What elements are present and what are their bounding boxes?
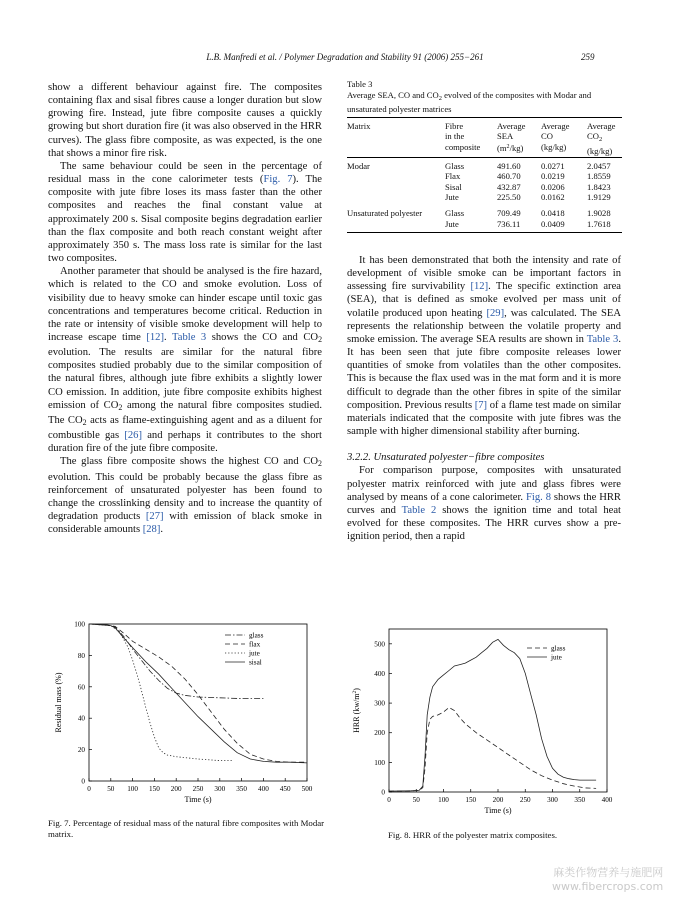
y-tick-label: 200	[374, 729, 385, 738]
figure-7-caption: Fig. 7. Percentage of residual mass of the natural fibre composites with Modar matrix.	[48, 818, 325, 839]
table-cell-co2: 1.9129	[587, 192, 611, 203]
text: show a different behaviour against fire. The composites containing flax and sisal fibres cause a longer duration but slow growing fire. Instead, jute fibre composite causes a quickly growing but short duration fire (it was also observed in the HRR curves). The glass fibre composite, as was expected, is the one that shows a minor fire risk.	[48, 82, 322, 159]
text: (kg/kg)	[587, 145, 613, 156]
paragraph	[347, 254, 621, 438]
x-tick-label: 400	[601, 796, 613, 804]
x-tick-label: 500	[301, 785, 313, 793]
table-row	[347, 192, 622, 203]
x-tick-label: 50	[412, 796, 420, 804]
table-cell-co2: 1.8423	[587, 181, 611, 192]
legend-label-glass: glass	[551, 644, 566, 653]
y-tick-label: 100	[74, 620, 85, 629]
table-label: Table 3	[347, 79, 373, 89]
reference-link[interactable]: [12]	[146, 331, 165, 343]
text: shows the HRR curves and	[347, 491, 621, 516]
x-tick-label: 100	[438, 796, 449, 804]
text: . It has been seen that jute fibre composite releases lower quantities of smoke from volatiles than the other composites. This is because the flax used was in the mat form and it is more difficult to degrade than the other fibres in spite of the similar composition. Previous results	[347, 333, 621, 411]
watermark	[552, 866, 663, 894]
y-tick-label: 40	[77, 714, 85, 723]
table-cell-fibre: Flax	[445, 171, 461, 182]
text: SEA	[497, 131, 514, 142]
header-matrix: Matrix	[347, 117, 445, 157]
text: CO	[541, 131, 553, 142]
table-cell-fibre: Glass	[445, 157, 497, 171]
x-axis-label: Time (s)	[184, 795, 212, 804]
table-cell-co: 0.0219	[541, 171, 565, 182]
table-cell-co: 0.0162	[541, 192, 565, 203]
figure-link[interactable]: Fig. 7	[263, 174, 293, 186]
subscript: 2	[318, 334, 323, 344]
paragraph	[347, 464, 621, 543]
subscript: 2	[118, 402, 123, 412]
text: , was calculated. The SEA represents the relationship between the volatile property and smoke emission. The average SEA results are shown in	[347, 307, 621, 345]
table-cell-sea: 709.49	[497, 207, 521, 218]
text: The same behaviour could be seen in the percentage of residual mass in the cone calorimeter tests (	[48, 160, 322, 186]
x-tick-label: 250	[192, 785, 204, 793]
table-cell-fibre: Jute	[445, 192, 459, 203]
y-axis-label: HRR $(kw/m^2)$	[352, 688, 361, 733]
text: in the	[445, 131, 465, 142]
table-cell-matrix	[347, 192, 445, 203]
x-tick-label: 100	[127, 785, 138, 793]
reference-link[interactable]: [7]	[474, 399, 488, 411]
section-heading: 3.2.2. Unsaturated polyester−fibre composites	[347, 452, 545, 464]
data-table	[347, 117, 622, 233]
table-cell-co2: 1.8559	[587, 171, 611, 182]
y-tick-label: 300	[374, 699, 385, 708]
table-body	[347, 157, 622, 233]
header-fibre	[445, 117, 497, 157]
reference-link[interactable]: [28]	[142, 524, 161, 536]
text: of a flame test made on similar materials indicated that the composite with jute fibres was the sample with higher dimensional stability after burning.	[347, 399, 621, 438]
table-cell-sea: 460.70	[497, 171, 521, 182]
page-number: 259	[581, 52, 595, 62]
text: Average SEA, CO and CO	[347, 89, 439, 100]
y-tick-label: 0	[81, 777, 85, 786]
watermark-line-2: www.fibercrops.com	[552, 880, 664, 893]
table-cell-matrix: Unsaturated polyester	[347, 207, 423, 218]
text: evolved of the composites with Modar and unsaturated polyester matrices	[347, 89, 592, 115]
y-tick-label: 400	[374, 669, 385, 678]
reference-link[interactable]: [27]	[145, 511, 164, 522]
table-cell-sea: 491.60	[497, 157, 541, 171]
y-tick-label: 0	[381, 788, 385, 797]
table-row	[347, 171, 622, 182]
table-link[interactable]: Table 2	[401, 504, 437, 516]
y-tick-label: 80	[77, 651, 85, 660]
plot-frame	[389, 629, 607, 792]
x-tick-label: 200	[492, 796, 504, 804]
text: shows the ignition time and total heat evolved for these composites. The HRR curves show a pre-ignition period, then a rapid	[347, 504, 621, 543]
x-tick-label: 450	[279, 785, 291, 793]
table-3	[347, 79, 622, 233]
text: (m	[497, 142, 507, 153]
table-cell-fibre: Jute	[445, 219, 497, 233]
table-header-row	[347, 117, 622, 157]
series-line-jute	[389, 639, 596, 791]
paragraph	[48, 160, 322, 265]
table-cell-matrix	[347, 219, 445, 233]
series-line-glass	[389, 708, 596, 792]
text: acts as flame-extinguishing agent and as a diluent for combustible gas	[48, 414, 322, 442]
text: For comparison purpose, composites with unsaturated polyester matrix reinforced with jute and glass fibres were analysed by means of a cone calorimeter.	[347, 465, 621, 503]
text: composite	[445, 141, 481, 152]
figure-8-chart	[347, 626, 622, 816]
x-tick-label: 150	[465, 796, 477, 804]
x-tick-label: 350	[574, 796, 586, 804]
table-link[interactable]: Table 3	[586, 333, 619, 345]
paragraph	[48, 265, 322, 455]
legend-label-jute: jute	[551, 653, 562, 662]
legend-label-glass: glass	[249, 631, 264, 640]
series-line-jute	[89, 624, 233, 761]
text: with emission of black smoke in considerable amounts	[48, 511, 322, 536]
header-co2	[587, 117, 622, 157]
text: and perhaps it contributes to the short duration fire of the jute fibre composite.	[48, 430, 323, 455]
figure-link[interactable]: Fig. 8	[526, 491, 551, 503]
text: It has been demonstrated that both the intensity and rate of development of visible smoke can be important factors in assessing fire survivability	[347, 255, 621, 293]
x-tick-label: 350	[236, 785, 247, 793]
series-line-sisal	[89, 624, 307, 763]
text: evolution. The results are similar for the natural fibre composites studied probably due to the similar composition of the natural fibres, although jute fibre exhibits a slightly lower CO emission. In addition, jute fibre composite exhibits highest emission of CO	[48, 347, 322, 411]
subscript: 2	[438, 94, 442, 102]
plot-frame	[89, 624, 307, 781]
table-cell-fibre: Glass	[445, 207, 465, 218]
paragraph	[48, 455, 322, 536]
subscript: 2	[598, 136, 603, 144]
table-cell-co: 0.0409	[541, 219, 587, 233]
x-tick-label: 0	[387, 796, 391, 804]
y-axis-label: Residual mass (%)	[54, 672, 63, 733]
text: evolution. This could be probably because the glass fibre as reinforcement of unsaturated polyester has been found to change the crosslinking density and to increase the quantity of degradation products	[48, 471, 322, 522]
x-tick-label: 400	[258, 785, 269, 793]
table-caption	[347, 90, 591, 115]
reference-link[interactable]: [26]	[124, 430, 142, 442]
table-cell-co2: 2.0457	[587, 157, 622, 171]
subscript: 2	[318, 459, 322, 469]
table-cell-co: 0.0206	[541, 181, 565, 192]
text: ). The composite with jute fibre loses its mass faster than the other composites and reaches the final constant value at approximately 200 s. Sisal composite begins degradation earlier than the flax composite and both reach constant weight after approximately 350 s. The mass loss rate is similar for the last two composites.	[48, 174, 322, 265]
y-tick-label: 500	[374, 640, 385, 649]
subscript: 2	[82, 417, 87, 427]
legend-label-jute: jute	[249, 649, 260, 658]
text: .	[160, 524, 164, 536]
table-cell-matrix: Modar	[347, 157, 445, 171]
figure-7-chart	[48, 614, 323, 814]
header-co	[541, 117, 587, 157]
x-tick-label: 150	[149, 785, 160, 793]
table-link[interactable]: Table 3	[172, 331, 207, 343]
y-tick-label: 100	[374, 758, 385, 767]
table-cell-co: 0.0418	[541, 207, 565, 218]
x-tick-label: 250	[519, 796, 531, 804]
text: CO	[587, 131, 599, 142]
table-cell-co2: 1.7618	[587, 219, 622, 233]
watermark-line-1: 麻类作物营养与施肥网	[553, 866, 664, 879]
reference-link[interactable]: [29]	[486, 307, 505, 319]
legend-label-flax: flax	[249, 640, 261, 649]
series-line-flax	[89, 624, 307, 762]
reference-link[interactable]: [12]	[470, 281, 489, 293]
text: shows the CO and CO	[206, 331, 319, 343]
table-cell-sea: 736.11	[497, 219, 541, 233]
superscript: 2	[506, 143, 510, 150]
table-row	[347, 157, 622, 171]
right-column	[347, 254, 621, 543]
text: Fibre	[445, 120, 464, 131]
running-title: L.B. Manfredi et al. / Polymer Degradation and Stability 91 (2006) 255−261	[206, 52, 484, 62]
table-cell-matrix	[347, 171, 445, 182]
left-column	[48, 81, 322, 536]
text: Average	[497, 120, 526, 131]
text: Another parameter that should be analysed is the fire hazard, which is related to the CO and smoke evolution. Loss of visibility due to heavy smoke can hinder escape until toxic gas concentrations and temperatures become critical. Reduction in the rate or intensity of visible smoke development will help to increase escape time	[48, 266, 322, 343]
table-cell-co2: 1.9028	[587, 207, 611, 218]
legend-label-sisal: sisal	[249, 658, 262, 667]
paragraph	[48, 81, 322, 160]
text: Average	[541, 120, 570, 131]
text: . The specific extinction area (SEA), that is defined as smoke evolved per mass unit of volatile produced upon heating	[347, 281, 621, 319]
x-axis-label: Time (s)	[484, 806, 512, 815]
text: among the natural fibre composites studied. The CO	[48, 399, 322, 426]
table-row	[347, 182, 622, 193]
table-cell-matrix	[347, 182, 445, 193]
text: .	[164, 331, 173, 343]
table-cell-sea: 225.50	[497, 192, 521, 203]
x-tick-label: 200	[170, 785, 182, 793]
x-tick-label: 300	[547, 796, 558, 804]
y-tick-label: 60	[77, 683, 85, 692]
text: (kg/kg)	[541, 141, 567, 152]
x-tick-label: 300	[214, 785, 226, 793]
table-cell-co: 0.0271	[541, 157, 587, 171]
x-tick-label: 50	[107, 785, 115, 793]
table-row	[347, 219, 622, 233]
text: /kg)	[509, 142, 524, 153]
figure-8-caption: Fig. 8. HRR of the polyester matrix composites.	[388, 830, 558, 840]
x-tick-label: 0	[87, 785, 91, 793]
table-cell-sea: 432.87	[497, 181, 521, 192]
table-row	[347, 203, 622, 219]
table-cell-fibre: Sisal	[445, 181, 462, 192]
y-tick-label: 20	[77, 746, 85, 755]
text: Average	[587, 120, 616, 131]
text: The glass fibre composite shows the highest CO and CO	[60, 456, 319, 468]
header-sea	[497, 117, 541, 157]
